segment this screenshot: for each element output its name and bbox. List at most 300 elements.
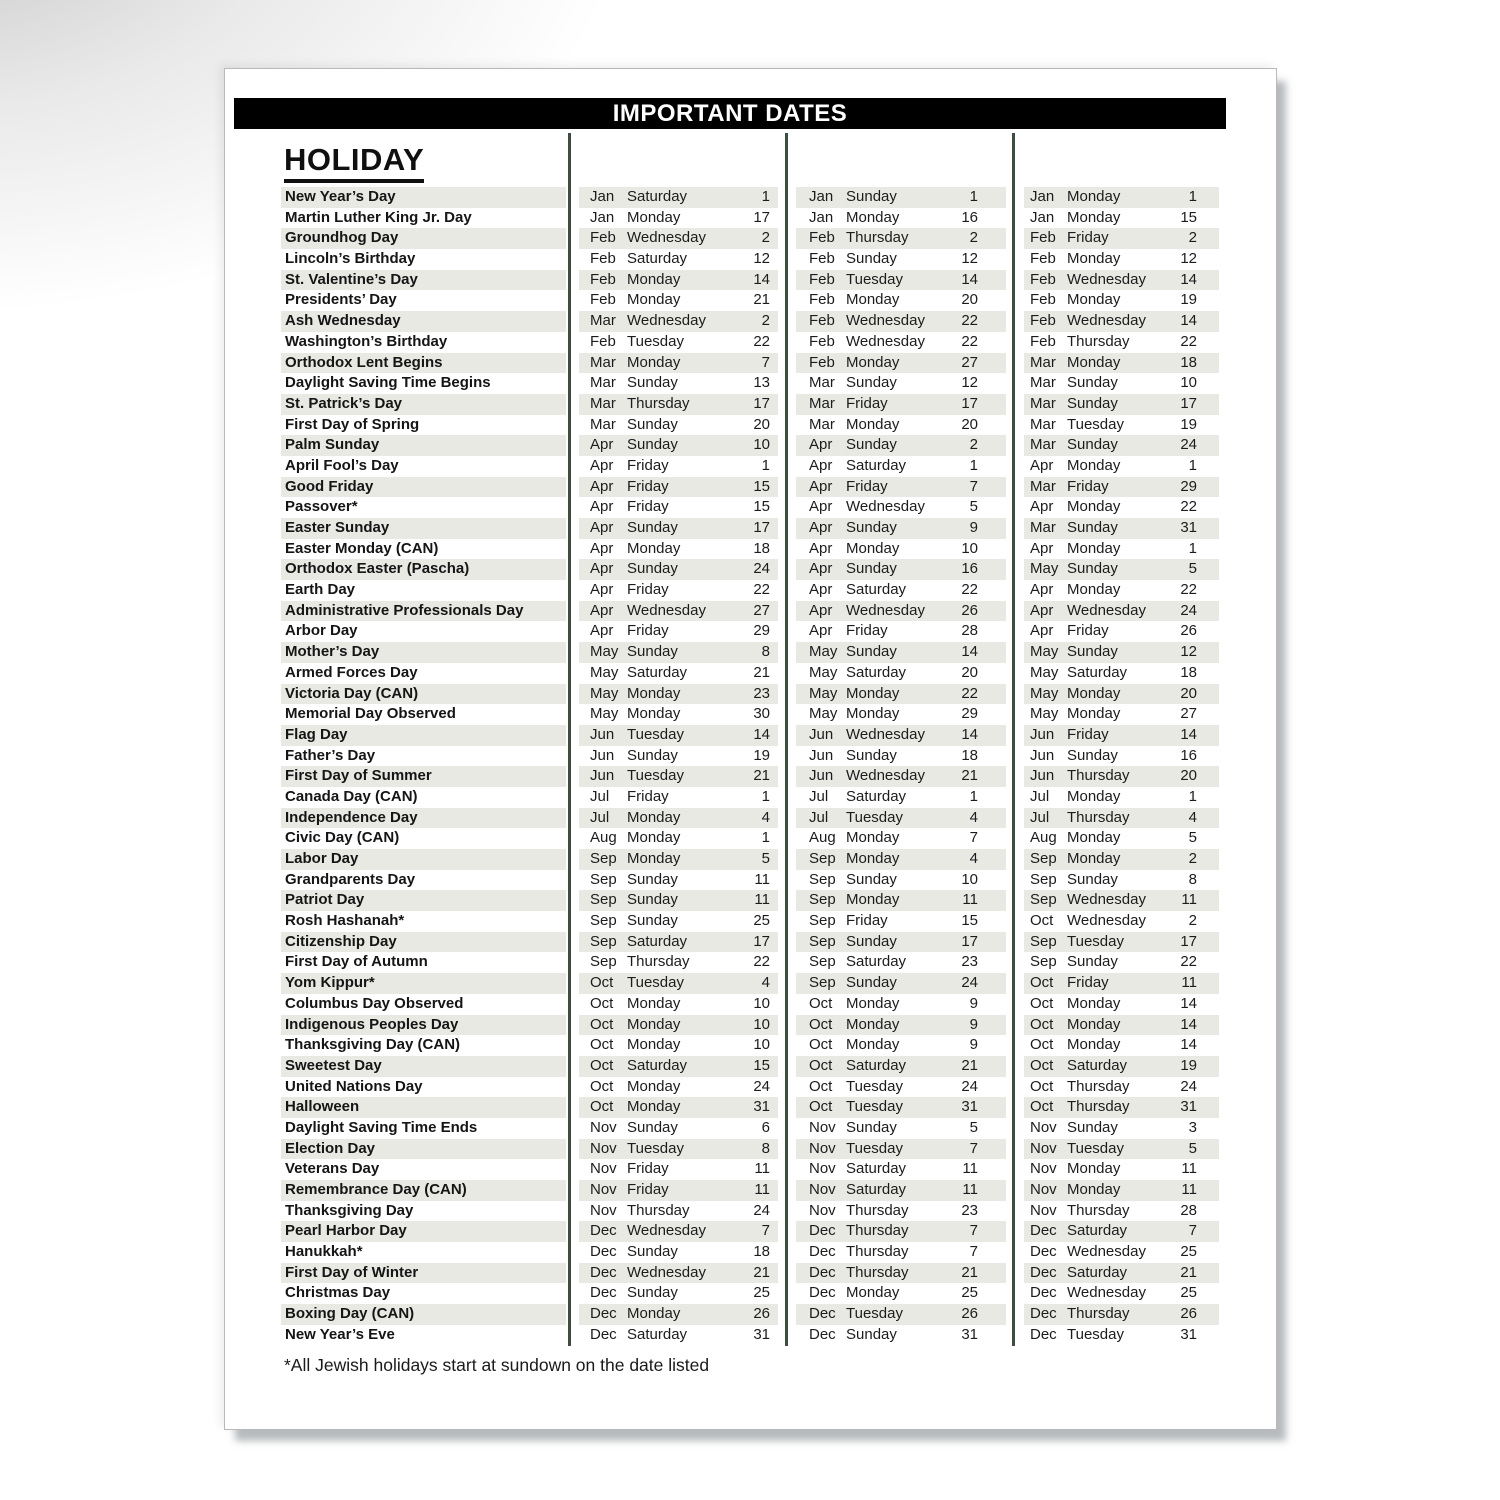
date-weekday: Friday xyxy=(846,912,888,930)
date-month: Jun xyxy=(809,725,834,743)
holiday-name: Memorial Day Observed xyxy=(285,705,456,723)
date-month: May xyxy=(809,663,838,681)
date-col3 xyxy=(1024,187,1219,208)
date-month: Apr xyxy=(809,622,833,640)
date-daynum: 22 xyxy=(961,312,978,330)
date-col1 xyxy=(579,394,778,415)
table-row xyxy=(281,249,1219,270)
table-row xyxy=(281,415,1219,436)
date-col3 xyxy=(1024,849,1219,870)
date-weekday: Friday xyxy=(1067,622,1109,640)
date-col3 xyxy=(1024,1201,1219,1222)
date-weekday: Monday xyxy=(846,1284,900,1302)
column-gap xyxy=(566,332,579,353)
holiday-name: Victoria Day (CAN) xyxy=(281,684,566,705)
date-col1 xyxy=(579,932,778,953)
column-gap xyxy=(566,1263,579,1284)
date-col2 xyxy=(796,766,1006,787)
date-month: Mar xyxy=(590,353,616,371)
column-gap xyxy=(566,373,579,394)
date-weekday: Tuesday xyxy=(846,1077,903,1095)
date-daynum: 10 xyxy=(753,436,770,454)
date-col1 xyxy=(579,870,778,891)
date-month: Jan xyxy=(1030,188,1055,205)
column-gap xyxy=(778,1263,796,1284)
date-daynum: 30 xyxy=(753,705,770,723)
date-month: Feb xyxy=(1030,332,1056,350)
date-weekday: Monday xyxy=(1067,498,1121,516)
holiday-name: Ash Wednesday xyxy=(281,311,566,332)
date-col2 xyxy=(796,518,1006,539)
date-col2 xyxy=(796,332,1006,353)
date-daynum: 14 xyxy=(1180,270,1197,288)
date-daynum: 17 xyxy=(753,394,770,412)
date-month: Apr xyxy=(590,581,614,599)
date-col1 xyxy=(579,1056,778,1077)
date-month: May xyxy=(590,705,619,723)
date-month: Oct xyxy=(809,1036,833,1054)
date-weekday: Wednesday xyxy=(1067,601,1146,619)
column-gap xyxy=(566,415,579,436)
date-month: Sep xyxy=(809,912,836,930)
date-weekday: Monday xyxy=(627,1036,681,1054)
date-daynum: 7 xyxy=(969,477,978,495)
date-col1 xyxy=(579,1201,778,1222)
date-col2 xyxy=(796,684,1006,705)
date-daynum: 12 xyxy=(1180,643,1197,661)
date-col3 xyxy=(1024,766,1219,787)
date-month: Oct xyxy=(1030,912,1054,930)
date-col2 xyxy=(796,849,1006,870)
date-daynum: 18 xyxy=(1180,353,1197,371)
date-col1 xyxy=(579,601,778,622)
date-col2 xyxy=(796,1221,1006,1242)
date-weekday: Monday xyxy=(846,415,900,433)
date-col3 xyxy=(1024,415,1219,436)
date-weekday: Saturday xyxy=(627,1325,688,1343)
column-gap xyxy=(778,1035,796,1056)
date-weekday: Tuesday xyxy=(1067,1325,1124,1343)
column-gap xyxy=(1006,228,1024,249)
date-month: Nov xyxy=(809,1118,836,1136)
date-col2 xyxy=(796,828,1006,849)
date-weekday: Saturday xyxy=(627,250,688,268)
date-weekday: Tuesday xyxy=(627,974,684,992)
date-daynum: 14 xyxy=(961,725,978,743)
table-row xyxy=(281,1325,1219,1346)
date-col1 xyxy=(579,270,778,291)
date-weekday: Monday xyxy=(1067,684,1121,702)
date-weekday: Wednesday xyxy=(1067,891,1146,909)
column-gap xyxy=(1006,290,1024,311)
table-row xyxy=(281,1077,1219,1098)
date-weekday: Wednesday xyxy=(1067,912,1146,930)
date-daynum: 7 xyxy=(969,829,978,847)
date-col1 xyxy=(579,539,778,560)
date-daynum: 1 xyxy=(1188,188,1197,205)
date-weekday: Sunday xyxy=(846,250,897,268)
column-gap xyxy=(1006,353,1024,374)
date-month: Feb xyxy=(809,250,835,268)
date-month: Oct xyxy=(590,1015,614,1033)
column-gap xyxy=(778,1015,796,1036)
date-weekday: Sunday xyxy=(846,519,897,536)
date-month: Jun xyxy=(809,767,834,785)
table-row xyxy=(281,911,1219,932)
document-page xyxy=(224,68,1277,1430)
column-gap xyxy=(1006,1283,1024,1304)
column-gap xyxy=(778,456,796,477)
date-month: Apr xyxy=(590,601,614,619)
holiday-name: Flag Day xyxy=(281,725,566,746)
date-weekday: Saturday xyxy=(846,663,907,681)
date-daynum: 1 xyxy=(761,456,770,474)
table-row xyxy=(281,704,1219,725)
column-gap xyxy=(566,1180,579,1201)
date-daynum: 12 xyxy=(961,250,978,268)
date-weekday: Sunday xyxy=(627,415,678,433)
holiday-name: April Fool’s Day xyxy=(285,456,399,474)
date-month: Nov xyxy=(809,1139,836,1157)
date-month: Mar xyxy=(1030,436,1056,454)
date-daynum: 1 xyxy=(1188,539,1197,557)
table-row xyxy=(281,1159,1219,1180)
column-gap xyxy=(1006,1304,1024,1325)
date-weekday: Monday xyxy=(846,850,900,867)
date-month: Oct xyxy=(809,1015,833,1033)
date-month: Feb xyxy=(590,270,616,288)
date-col3 xyxy=(1024,952,1219,973)
date-daynum: 20 xyxy=(961,415,978,433)
column-gap xyxy=(566,1015,579,1036)
date-col2 xyxy=(796,1139,1006,1160)
column-gap xyxy=(566,1201,579,1222)
date-month: Dec xyxy=(590,1284,617,1302)
date-col2 xyxy=(796,228,1006,249)
date-weekday: Monday xyxy=(627,850,681,867)
date-weekday: Wednesday xyxy=(1067,270,1146,288)
column-gap xyxy=(1006,621,1024,642)
date-daynum: 14 xyxy=(961,270,978,288)
date-col1 xyxy=(579,849,778,870)
date-daynum: 15 xyxy=(753,1056,770,1074)
date-daynum: 19 xyxy=(1180,1056,1197,1074)
date-col3 xyxy=(1024,332,1219,353)
date-daynum: 7 xyxy=(969,1243,978,1261)
date-col1 xyxy=(579,890,778,911)
date-month: Mar xyxy=(1030,477,1056,495)
column-gap xyxy=(778,1325,796,1346)
date-weekday: Monday xyxy=(1067,850,1121,867)
date-col1 xyxy=(579,1304,778,1325)
date-col3 xyxy=(1024,1056,1219,1077)
table-row xyxy=(281,1180,1219,1201)
date-daynum: 11 xyxy=(962,891,978,909)
date-month: Mar xyxy=(1030,394,1056,412)
date-month: Nov xyxy=(809,1201,836,1219)
date-col2 xyxy=(796,601,1006,622)
date-month: Aug xyxy=(590,829,617,847)
date-weekday: Friday xyxy=(846,622,888,640)
date-daynum: 1 xyxy=(969,456,978,474)
date-month: Oct xyxy=(590,1056,614,1074)
date-daynum: 4 xyxy=(1188,808,1197,826)
date-col3 xyxy=(1024,353,1219,374)
date-weekday: Saturday xyxy=(627,932,688,950)
date-col1 xyxy=(579,704,778,725)
date-col3 xyxy=(1024,518,1219,539)
date-weekday: Sunday xyxy=(1067,746,1118,764)
date-month: Oct xyxy=(590,974,614,992)
column-gap xyxy=(778,1139,796,1160)
date-month: Jul xyxy=(590,787,610,805)
holiday-name: Labor Day xyxy=(281,849,566,870)
date-month: Feb xyxy=(1030,270,1056,288)
column-gap xyxy=(1006,1159,1024,1180)
date-weekday: Friday xyxy=(846,477,888,495)
date-col1 xyxy=(579,477,778,498)
table-row xyxy=(281,353,1219,374)
holiday-name: Independence Day xyxy=(281,808,566,829)
date-col3 xyxy=(1024,1159,1219,1180)
date-col2 xyxy=(796,870,1006,891)
date-daynum: 1 xyxy=(761,829,770,847)
column-gap xyxy=(566,725,579,746)
column-gap xyxy=(778,952,796,973)
date-col1 xyxy=(579,1180,778,1201)
date-daynum: 2 xyxy=(761,229,770,247)
date-daynum: 21 xyxy=(753,1263,770,1281)
date-col1 xyxy=(579,290,778,311)
date-col1 xyxy=(579,663,778,684)
date-daynum: 26 xyxy=(753,1305,770,1323)
date-month: Apr xyxy=(809,519,833,536)
date-col3 xyxy=(1024,456,1219,477)
date-col2 xyxy=(796,994,1006,1015)
date-weekday: Sunday xyxy=(1067,519,1118,536)
date-daynum: 15 xyxy=(1180,208,1197,226)
date-daynum: 9 xyxy=(969,994,978,1012)
date-month: Feb xyxy=(809,229,835,247)
date-month: Nov xyxy=(809,1160,836,1178)
date-weekday: Sunday xyxy=(846,974,897,992)
column-gap xyxy=(1006,766,1024,787)
column-gap xyxy=(778,684,796,705)
date-weekday: Monday xyxy=(627,291,681,309)
date-month: Apr xyxy=(809,477,833,495)
date-col2 xyxy=(796,394,1006,415)
date-daynum: 25 xyxy=(753,1284,770,1302)
table-row xyxy=(281,477,1219,498)
date-daynum: 18 xyxy=(753,539,770,557)
date-col1 xyxy=(579,580,778,601)
date-daynum: 12 xyxy=(753,250,770,268)
table-row xyxy=(281,1221,1219,1242)
column-gap xyxy=(1006,994,1024,1015)
table-row xyxy=(281,1056,1219,1077)
column-gap xyxy=(1006,642,1024,663)
date-col2 xyxy=(796,187,1006,208)
date-month: Jul xyxy=(1030,787,1050,805)
date-month: Apr xyxy=(590,477,614,495)
column-gap xyxy=(778,663,796,684)
date-weekday: Thursday xyxy=(1067,1305,1130,1323)
column-gap xyxy=(1006,456,1024,477)
date-month: Apr xyxy=(590,456,614,474)
date-weekday: Monday xyxy=(627,808,681,826)
holiday-name: Presidents’ Day xyxy=(285,291,397,309)
holiday-name: Remembrance Day (CAN) xyxy=(281,1180,566,1201)
table-row xyxy=(281,497,1219,518)
column-gap xyxy=(778,1221,796,1242)
date-col3 xyxy=(1024,890,1219,911)
column-gap xyxy=(778,1180,796,1201)
date-month: Nov xyxy=(590,1160,617,1178)
date-month: May xyxy=(590,643,619,661)
column-gap xyxy=(1006,311,1024,332)
date-weekday: Tuesday xyxy=(846,1098,903,1116)
date-month: Oct xyxy=(809,1056,833,1074)
date-weekday: Monday xyxy=(627,208,681,226)
column-gap xyxy=(566,394,579,415)
table-row xyxy=(281,311,1219,332)
date-col3 xyxy=(1024,580,1219,601)
date-month: Jul xyxy=(1030,808,1050,826)
date-month: Mar xyxy=(590,415,616,433)
column-gap xyxy=(1006,932,1024,953)
date-weekday: Tuesday xyxy=(1067,415,1124,433)
table-row xyxy=(281,290,1219,311)
date-month: Oct xyxy=(809,994,833,1012)
table-row xyxy=(281,1201,1219,1222)
column-gap xyxy=(778,187,796,208)
date-month: Jul xyxy=(809,787,829,805)
date-col1 xyxy=(579,1139,778,1160)
date-weekday: Thursday xyxy=(1067,332,1130,350)
holiday-name: Washington’s Birthday xyxy=(285,332,448,350)
date-daynum: 22 xyxy=(753,953,770,971)
date-col2 xyxy=(796,456,1006,477)
column-gap xyxy=(566,642,579,663)
table-row xyxy=(281,1263,1219,1284)
date-col3 xyxy=(1024,994,1219,1015)
date-month: Jun xyxy=(590,767,615,785)
date-col2 xyxy=(796,1035,1006,1056)
date-daynum: 11 xyxy=(962,1160,978,1178)
date-weekday: Sunday xyxy=(627,746,678,764)
date-col1 xyxy=(579,435,778,456)
table-row xyxy=(281,208,1219,229)
date-col1 xyxy=(579,1325,778,1346)
date-daynum: 19 xyxy=(753,746,770,764)
date-weekday: Saturday xyxy=(627,663,688,681)
date-weekday: Monday xyxy=(1067,456,1121,474)
date-month: Apr xyxy=(1030,622,1054,640)
date-weekday: Sunday xyxy=(627,643,678,661)
date-weekday: Tuesday xyxy=(846,808,903,826)
holiday-name: Citizenship Day xyxy=(281,932,566,953)
date-daynum: 19 xyxy=(1180,415,1197,433)
footnote: *All Jewish holidays start at sundown on the date listed xyxy=(284,1355,710,1375)
column-gap xyxy=(778,497,796,518)
date-daynum: 21 xyxy=(961,767,978,785)
holiday-name: Grandparents Day xyxy=(285,870,416,888)
date-weekday: Monday xyxy=(846,539,900,557)
date-col3 xyxy=(1024,1263,1219,1284)
holiday-name: Earth Day xyxy=(285,581,356,599)
date-month: Apr xyxy=(590,519,614,536)
date-daynum: 2 xyxy=(1188,850,1197,867)
column-gap xyxy=(1006,1221,1024,1242)
column-gap xyxy=(1006,580,1024,601)
column-gap xyxy=(778,1304,796,1325)
date-weekday: Monday xyxy=(846,353,900,371)
date-month: Mar xyxy=(1030,374,1056,392)
date-weekday: Monday xyxy=(1067,994,1121,1012)
date-col2 xyxy=(796,890,1006,911)
column-gap xyxy=(1006,725,1024,746)
date-weekday: Monday xyxy=(1067,705,1121,723)
date-weekday: Sunday xyxy=(627,891,678,909)
column-gap xyxy=(1006,808,1024,829)
date-weekday: Saturday xyxy=(1067,663,1128,681)
date-daynum: 13 xyxy=(753,374,770,392)
date-month: Jul xyxy=(590,808,610,826)
date-month: Jan xyxy=(809,188,834,205)
holiday-name: Indigenous Peoples Day xyxy=(281,1015,566,1036)
date-weekday: Thursday xyxy=(1067,1098,1130,1116)
date-col2 xyxy=(796,415,1006,436)
date-month: Sep xyxy=(1030,953,1057,971)
table-row xyxy=(281,601,1219,622)
date-col3 xyxy=(1024,249,1219,270)
date-month: Sep xyxy=(1030,891,1057,909)
date-daynum: 11 xyxy=(754,891,770,909)
date-month: Jun xyxy=(590,746,615,764)
date-daynum: 3 xyxy=(1188,1118,1197,1136)
column-gap xyxy=(1006,1015,1024,1036)
date-month: Sep xyxy=(809,953,836,971)
column-gap xyxy=(778,208,796,229)
column-gap xyxy=(1006,973,1024,994)
date-weekday: Monday xyxy=(1067,1160,1121,1178)
date-daynum: 24 xyxy=(753,560,770,578)
date-weekday: Sunday xyxy=(1067,374,1118,392)
date-daynum: 11 xyxy=(754,870,770,888)
date-weekday: Friday xyxy=(627,1181,669,1198)
date-daynum: 17 xyxy=(753,208,770,226)
holiday-table xyxy=(281,187,1219,1346)
date-month: Feb xyxy=(809,353,835,371)
date-daynum: 31 xyxy=(961,1098,978,1116)
date-daynum: 26 xyxy=(961,601,978,619)
date-weekday: Monday xyxy=(627,1077,681,1095)
date-month: Apr xyxy=(1030,581,1054,599)
date-month: Dec xyxy=(1030,1243,1057,1261)
column-gap xyxy=(566,870,579,891)
column-gap xyxy=(778,1118,796,1139)
date-daynum: 10 xyxy=(753,1015,770,1033)
date-daynum: 22 xyxy=(753,581,770,599)
date-weekday: Monday xyxy=(627,684,681,702)
date-weekday: Friday xyxy=(627,787,669,805)
date-weekday: Monday xyxy=(1067,1015,1121,1033)
holiday-name: Orthodox Lent Begins xyxy=(281,353,566,374)
date-col1 xyxy=(579,332,778,353)
date-col2 xyxy=(796,808,1006,829)
date-col2 xyxy=(796,1097,1006,1118)
table-row xyxy=(281,994,1219,1015)
